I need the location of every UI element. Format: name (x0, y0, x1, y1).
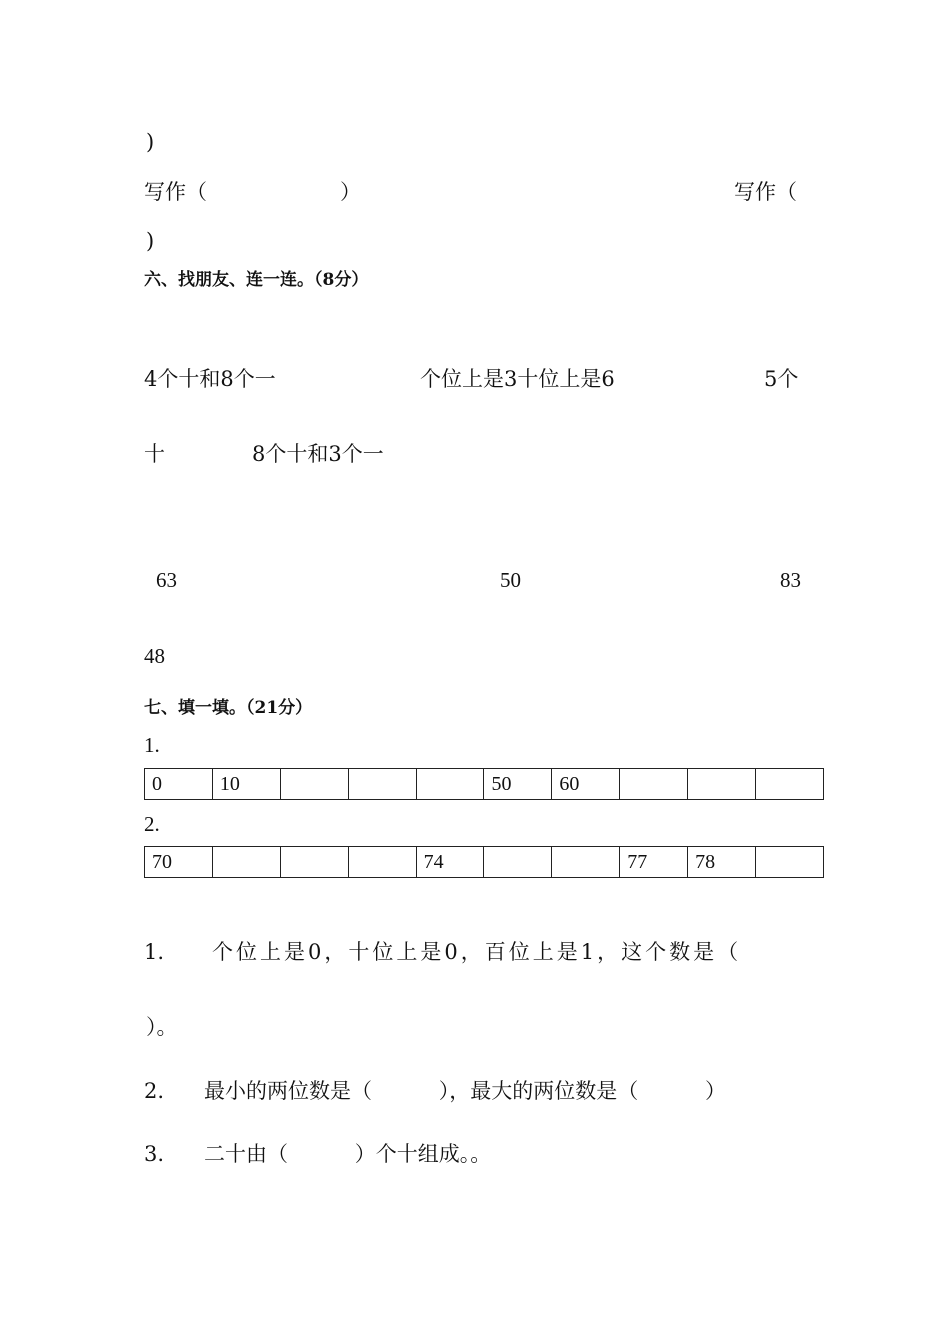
write-as-right-label: 写作（ (734, 180, 797, 204)
number-48: 48 (144, 644, 165, 668)
description-1: 4个十和8个一 (144, 367, 276, 391)
sequence-1-cell[interactable] (416, 769, 484, 800)
question-1-close: ）。 (146, 1015, 178, 1039)
sequence-2-cell[interactable] (212, 847, 280, 878)
number-50: 50 (500, 568, 521, 592)
number-83: 83 (780, 568, 801, 592)
paren-close-bottom: ) (146, 229, 155, 253)
number-63: 63 (156, 568, 177, 592)
sequence-1-cell[interactable] (348, 769, 416, 800)
description-3-part-a: 5个 (764, 367, 799, 391)
sequence-2-label: 2. (144, 812, 160, 836)
sequence-1-cell[interactable]: 50 (484, 769, 552, 800)
sequence-2-cell[interactable] (484, 847, 552, 878)
sequence-1-table (144, 768, 824, 800)
question-2-number: 2. (144, 1079, 165, 1103)
sequence-1-cell[interactable]: 60 (552, 769, 620, 800)
question-1-text: 个位上是0，十位上是0，百位上是1，这个数是（ (212, 940, 742, 964)
sequence-2-cell[interactable]: 77 (620, 847, 688, 878)
sequence-1-cell[interactable]: 10 (212, 769, 280, 800)
paren-close-top: ) (146, 130, 155, 154)
sequence-1-cell[interactable] (756, 769, 824, 800)
sequence-2-table (144, 846, 824, 878)
sequence-2-cell[interactable] (552, 847, 620, 878)
sequence-2-cell[interactable]: 74 (416, 847, 484, 878)
sequence-1-cell[interactable]: 0 (145, 769, 213, 800)
question-3-number: 3. (144, 1142, 165, 1166)
sequence-2-cell[interactable]: 78 (688, 847, 756, 878)
description-4: 8个十和3个一 (252, 442, 384, 466)
question-1-number: 1. (144, 940, 165, 964)
section-6-heading: 六、找朋友、连一连。（8分） (144, 270, 369, 290)
sequence-2-cell[interactable] (348, 847, 416, 878)
question-3-text: 二十由（ ）个十组成。。 (204, 1142, 492, 1166)
write-as-left-close: ） (340, 180, 361, 204)
sequence-1-cell[interactable] (280, 769, 348, 800)
description-2: 个位上是3十位上是6 (420, 367, 615, 391)
sequence-2-cell[interactable] (756, 847, 824, 878)
sequence-1-label: 1. (144, 733, 160, 757)
sequence-2-cell[interactable] (280, 847, 348, 878)
sequence-2-cell[interactable]: 70 (145, 847, 213, 878)
question-2-text: 最小的两位数是（ ），最大的两位数是（ ） (204, 1079, 727, 1103)
description-3-part-b: 十 (144, 442, 165, 466)
sequence-1-cell[interactable] (688, 769, 756, 800)
section-7-heading: 七、填一填。（21分） (144, 698, 313, 718)
write-as-left-label: 写作（ (144, 180, 207, 204)
sequence-1-cell[interactable] (620, 769, 688, 800)
